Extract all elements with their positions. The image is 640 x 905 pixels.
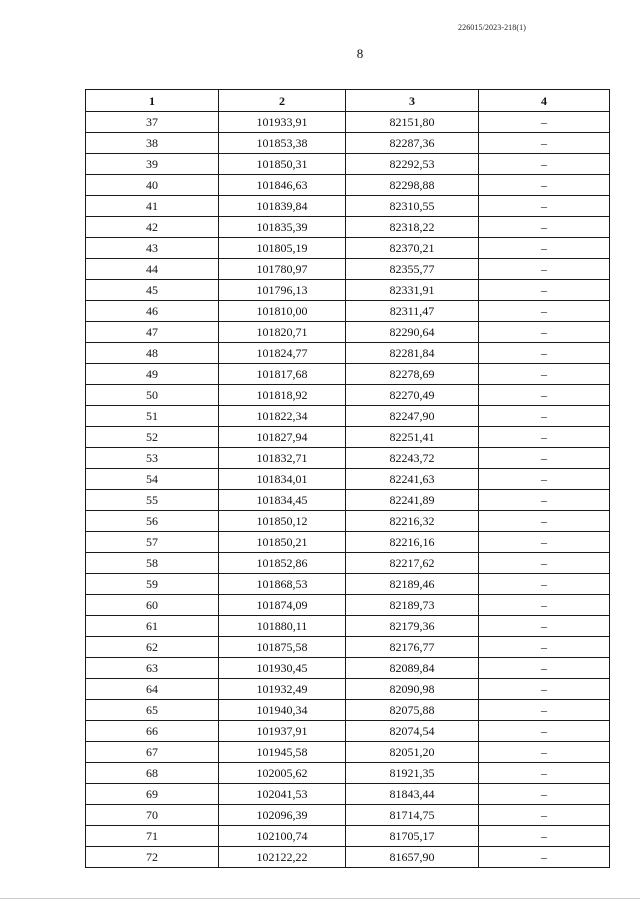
table-cell-col-1: 38 (86, 133, 219, 154)
table-cell-col-3: 82318,22 (346, 217, 479, 238)
table-row (86, 763, 610, 784)
table-row (86, 217, 610, 238)
table-cell-col-4: – (479, 301, 610, 322)
table-cell-col-3: 82216,16 (346, 532, 479, 553)
table-row (86, 616, 610, 637)
table-cell-col-2: 101932,49 (219, 679, 346, 700)
table-cell-col-4: – (479, 112, 610, 133)
table-cell-col-4: – (479, 154, 610, 175)
table-cell-col-3: 81843,44 (346, 784, 479, 805)
table-row (86, 301, 610, 322)
table-row (86, 259, 610, 280)
table-cell-col-1: 56 (86, 511, 219, 532)
table-cell-col-1: 68 (86, 763, 219, 784)
table-cell-col-1: 44 (86, 259, 219, 280)
table-cell-col-3: 82089,84 (346, 658, 479, 679)
table-cell-col-3: 82270,49 (346, 385, 479, 406)
table-cell-col-2: 101810,00 (219, 301, 346, 322)
table-row (86, 427, 610, 448)
table-cell-col-4: – (479, 259, 610, 280)
table-cell-col-4: – (479, 805, 610, 826)
table-cell-col-2: 101817,68 (219, 364, 346, 385)
table-cell-col-3: 82075,88 (346, 700, 479, 721)
table-cell-col-4: – (479, 385, 610, 406)
table-row (86, 448, 610, 469)
table-cell-col-1: 51 (86, 406, 219, 427)
table-cell-col-2: 102005,62 (219, 763, 346, 784)
table-cell-col-1: 71 (86, 826, 219, 847)
table-cell-col-2: 102041,53 (219, 784, 346, 805)
table-cell-col-3: 82090,98 (346, 679, 479, 700)
table-row (86, 784, 610, 805)
table-cell-col-3: 81714,75 (346, 805, 479, 826)
table-cell-col-4: – (479, 532, 610, 553)
table-cell-col-4: – (479, 826, 610, 847)
table-row (86, 553, 610, 574)
table-cell-col-1: 66 (86, 721, 219, 742)
table-cell-col-4: – (479, 553, 610, 574)
table-cell-col-1: 52 (86, 427, 219, 448)
table-row (86, 805, 610, 826)
table-cell-col-2: 101874,09 (219, 595, 346, 616)
table-cell-col-2: 102096,39 (219, 805, 346, 826)
table-cell-col-4: – (479, 574, 610, 595)
table-cell-col-3: 82216,32 (346, 511, 479, 532)
table-cell-col-3: 82243,72 (346, 448, 479, 469)
coordinates-table (85, 89, 610, 868)
table-cell-col-4: – (479, 679, 610, 700)
table-row (86, 175, 610, 196)
table-cell-col-1: 65 (86, 700, 219, 721)
table-cell-col-1: 62 (86, 637, 219, 658)
table-cell-col-3: 82310,55 (346, 196, 479, 217)
table-cell-col-2: 101930,45 (219, 658, 346, 679)
table-row (86, 637, 610, 658)
table-cell-col-4: – (479, 742, 610, 763)
table-cell-col-3: 81705,17 (346, 826, 479, 847)
table-cell-col-3: 82241,63 (346, 469, 479, 490)
table-cell-col-4: – (479, 721, 610, 742)
table-cell-col-3: 82311,47 (346, 301, 479, 322)
table-cell-col-1: 42 (86, 217, 219, 238)
table-cell-col-1: 47 (86, 322, 219, 343)
table-cell-col-2: 101933,91 (219, 112, 346, 133)
table-cell-col-1: 67 (86, 742, 219, 763)
table-cell-col-1: 58 (86, 553, 219, 574)
table-cell-col-4: – (479, 406, 610, 427)
table-cell-col-4: – (479, 448, 610, 469)
table-cell-col-4: – (479, 280, 610, 301)
table-cell-col-3: 82287,36 (346, 133, 479, 154)
column-header-4: 4 (479, 90, 610, 112)
table-cell-col-1: 61 (86, 616, 219, 637)
table-cell-col-3: 82292,53 (346, 154, 479, 175)
table-cell-col-2: 101827,94 (219, 427, 346, 448)
table-cell-col-1: 72 (86, 847, 219, 868)
table-cell-col-1: 46 (86, 301, 219, 322)
document-reference-number: 226015/2023-218(1) (458, 23, 527, 32)
table-row (86, 196, 610, 217)
table-cell-col-2: 101839,84 (219, 196, 346, 217)
table-cell-col-2: 102122,22 (219, 847, 346, 868)
table-cell-col-4: – (479, 364, 610, 385)
table-row (86, 112, 610, 133)
table-cell-col-2: 101940,34 (219, 700, 346, 721)
table-cell-col-4: – (479, 196, 610, 217)
table-row (86, 343, 610, 364)
table-cell-col-2: 101834,45 (219, 490, 346, 511)
table-cell-col-4: – (479, 784, 610, 805)
table-cell-col-2: 101834,01 (219, 469, 346, 490)
table-row (86, 679, 610, 700)
table-cell-col-2: 101846,63 (219, 175, 346, 196)
table-body (86, 112, 610, 868)
table-cell-col-1: 55 (86, 490, 219, 511)
table-cell-col-1: 70 (86, 805, 219, 826)
table-cell-col-4: – (479, 595, 610, 616)
table-row (86, 490, 610, 511)
table-cell-col-4: – (479, 343, 610, 364)
table-cell-col-2: 101868,53 (219, 574, 346, 595)
table-cell-col-1: 49 (86, 364, 219, 385)
table-cell-col-3: 82241,89 (346, 490, 479, 511)
table-cell-col-4: – (479, 322, 610, 343)
table-cell-col-3: 82217,62 (346, 553, 479, 574)
table-cell-col-3: 82176,77 (346, 637, 479, 658)
table-cell-col-3: 82281,84 (346, 343, 479, 364)
table-cell-col-2: 101937,91 (219, 721, 346, 742)
table-cell-col-4: – (479, 133, 610, 154)
table-row (86, 406, 610, 427)
table-cell-col-2: 101824,77 (219, 343, 346, 364)
table-row (86, 700, 610, 721)
table-cell-col-2: 101850,21 (219, 532, 346, 553)
table-cell-col-1: 48 (86, 343, 219, 364)
table-row (86, 322, 610, 343)
table-cell-col-3: 82370,21 (346, 238, 479, 259)
table-cell-col-2: 101822,34 (219, 406, 346, 427)
table-cell-col-1: 37 (86, 112, 219, 133)
table-cell-col-4: – (479, 175, 610, 196)
table-cell-col-2: 101850,31 (219, 154, 346, 175)
table-cell-col-3: 81921,35 (346, 763, 479, 784)
table-cell-col-2: 101835,39 (219, 217, 346, 238)
table-cell-col-2: 101832,71 (219, 448, 346, 469)
table-cell-col-4: – (479, 238, 610, 259)
table-cell-col-2: 101818,92 (219, 385, 346, 406)
table-row (86, 574, 610, 595)
table-cell-col-3: 82074,54 (346, 721, 479, 742)
table-cell-col-2: 101852,86 (219, 553, 346, 574)
table-cell-col-4: – (479, 847, 610, 868)
table-cell-col-1: 39 (86, 154, 219, 175)
table-cell-col-4: – (479, 217, 610, 238)
table-row (86, 658, 610, 679)
table-cell-col-2: 101796,13 (219, 280, 346, 301)
table-row (86, 826, 610, 847)
column-header-3: 3 (346, 90, 479, 112)
page-bottom-edge (0, 898, 640, 899)
table-cell-col-1: 57 (86, 532, 219, 553)
table-row (86, 511, 610, 532)
table-cell-col-2: 101820,71 (219, 322, 346, 343)
table-cell-col-4: – (479, 763, 610, 784)
table-cell-col-2: 101875,58 (219, 637, 346, 658)
table-cell-col-4: – (479, 469, 610, 490)
table-cell-col-1: 64 (86, 679, 219, 700)
table-cell-col-3: 82051,20 (346, 742, 479, 763)
table-cell-col-4: – (479, 700, 610, 721)
table-cell-col-3: 82189,73 (346, 595, 479, 616)
table-cell-col-4: – (479, 637, 610, 658)
table-cell-col-4: – (479, 511, 610, 532)
table-row (86, 133, 610, 154)
table-cell-col-3: 82251,41 (346, 427, 479, 448)
table-cell-col-1: 40 (86, 175, 219, 196)
table-row (86, 280, 610, 301)
table-cell-col-3: 82151,80 (346, 112, 479, 133)
column-header-1: 1 (86, 90, 219, 112)
table-row (86, 847, 610, 868)
table-cell-col-3: 82179,36 (346, 616, 479, 637)
table-cell-col-2: 101780,97 (219, 259, 346, 280)
table-row (86, 385, 610, 406)
table-cell-col-1: 45 (86, 280, 219, 301)
table-cell-col-1: 59 (86, 574, 219, 595)
table-cell-col-4: – (479, 490, 610, 511)
table-cell-col-3: 82355,77 (346, 259, 479, 280)
table-row (86, 364, 610, 385)
table-header-row (86, 90, 610, 112)
table-cell-col-3: 82290,64 (346, 322, 479, 343)
column-header-2: 2 (219, 90, 346, 112)
table-row (86, 595, 610, 616)
table-cell-col-4: – (479, 427, 610, 448)
page-number: 8 (356, 46, 364, 61)
table-cell-col-3: 82331,91 (346, 280, 479, 301)
table-cell-col-1: 41 (86, 196, 219, 217)
table-cell-col-1: 43 (86, 238, 219, 259)
table-row (86, 532, 610, 553)
table-cell-col-4: – (479, 616, 610, 637)
table-row (86, 238, 610, 259)
table-row (86, 721, 610, 742)
table-cell-col-2: 101853,38 (219, 133, 346, 154)
table-cell-col-3: 82247,90 (346, 406, 479, 427)
table-cell-col-3: 81657,90 (346, 847, 479, 868)
table-cell-col-2: 101850,12 (219, 511, 346, 532)
table-cell-col-3: 82278,69 (346, 364, 479, 385)
table-cell-col-2: 101805,19 (219, 238, 346, 259)
table-cell-col-1: 63 (86, 658, 219, 679)
table-row (86, 469, 610, 490)
table-cell-col-1: 53 (86, 448, 219, 469)
table-cell-col-1: 54 (86, 469, 219, 490)
table-cell-col-3: 82298,88 (346, 175, 479, 196)
table-row (86, 154, 610, 175)
table-cell-col-1: 60 (86, 595, 219, 616)
table-cell-col-1: 69 (86, 784, 219, 805)
table-cell-col-2: 102100,74 (219, 826, 346, 847)
table-cell-col-4: – (479, 658, 610, 679)
table-row (86, 742, 610, 763)
table-cell-col-1: 50 (86, 385, 219, 406)
table-cell-col-2: 101945,58 (219, 742, 346, 763)
table-cell-col-3: 82189,46 (346, 574, 479, 595)
table-cell-col-2: 101880,11 (219, 616, 346, 637)
